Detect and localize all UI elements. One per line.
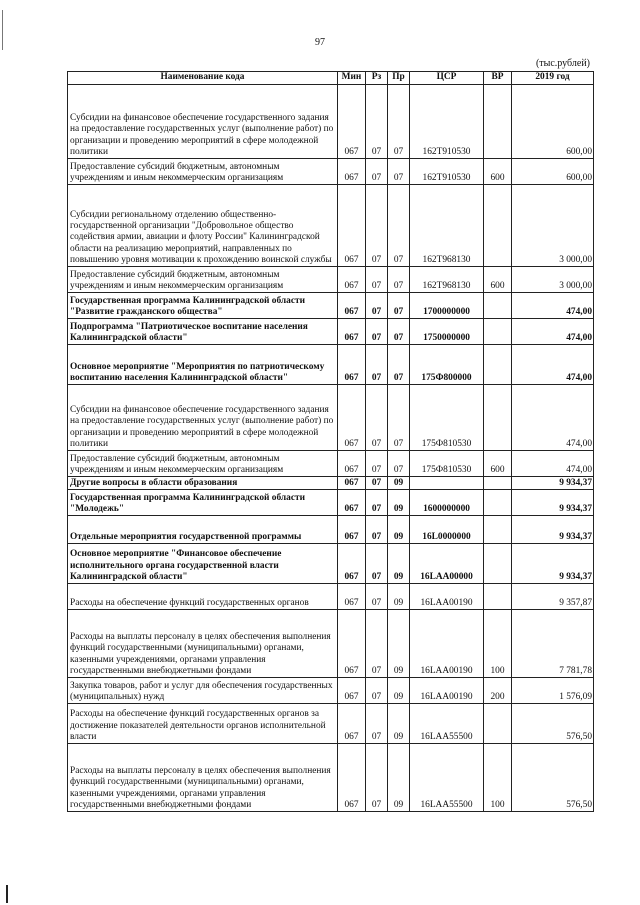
cell-amount: 3 000,00 bbox=[512, 267, 594, 293]
cell-name: Подпрограмма "Патриотическое воспитание населения Калининградской области" bbox=[68, 319, 338, 345]
cell-amount: 9 357,87 bbox=[512, 584, 594, 610]
cell-csr bbox=[410, 477, 484, 490]
cell-min: 067 bbox=[338, 319, 366, 345]
table-header-row bbox=[68, 72, 594, 85]
cell-vr: 100 bbox=[484, 744, 512, 812]
cell-amount: 576,50 bbox=[512, 704, 594, 744]
cell-csr: 175Ф810530 bbox=[410, 451, 484, 477]
cell-pr: 07 bbox=[388, 185, 410, 267]
cell-rz: 07 bbox=[366, 516, 388, 544]
cell-pr: 07 bbox=[388, 85, 410, 159]
cell-rz: 07 bbox=[366, 345, 388, 385]
cell-name: Расходы на обеспечение функций государственных органов за достижение показателей деятельности органов исполнительной власти bbox=[68, 704, 338, 744]
cell-pr: 09 bbox=[388, 544, 410, 584]
margin-mark-top bbox=[2, 10, 3, 50]
table-row bbox=[68, 744, 594, 812]
cell-rz: 07 bbox=[366, 678, 388, 704]
header-vr: ВР bbox=[484, 72, 512, 85]
cell-pr: 09 bbox=[388, 477, 410, 490]
table-row bbox=[68, 85, 594, 159]
cell-pr: 07 bbox=[388, 159, 410, 185]
table-row bbox=[68, 610, 594, 678]
cell-rz: 07 bbox=[366, 477, 388, 490]
cell-amount: 474,00 bbox=[512, 345, 594, 385]
cell-vr bbox=[484, 584, 512, 610]
cell-min: 067 bbox=[338, 293, 366, 319]
cell-rz: 07 bbox=[366, 319, 388, 345]
cell-csr: 16LAA00190 bbox=[410, 584, 484, 610]
cell-name: Государственная программа Калининградской области "Молодежь" bbox=[68, 490, 338, 516]
cell-name: Расходы на выплаты персоналу в целях обеспечения выполнения функций государственными (муниципальными) органами, казенными учреждениями, органами управления государственными внебюджетными фондами bbox=[68, 610, 338, 678]
cell-amount: 1 576,09 bbox=[512, 678, 594, 704]
cell-csr: 162Т910530 bbox=[410, 159, 484, 185]
cell-csr: 162Т968130 bbox=[410, 267, 484, 293]
table-row bbox=[68, 678, 594, 704]
table-row bbox=[68, 293, 594, 319]
cell-name: Другие вопросы в области образования bbox=[68, 477, 338, 490]
cell-name: Предоставление субсидий бюджетным, автономным учреждениям и иным некоммерческим организациям bbox=[68, 451, 338, 477]
cell-rz: 07 bbox=[366, 610, 388, 678]
cell-vr: 600 bbox=[484, 451, 512, 477]
table-row bbox=[68, 345, 594, 385]
cell-amount: 474,00 bbox=[512, 451, 594, 477]
cell-rz: 07 bbox=[366, 704, 388, 744]
cell-name: Расходы на обеспечение функций государственных органов bbox=[68, 584, 338, 610]
cell-pr: 07 bbox=[388, 345, 410, 385]
cell-name: Предоставление субсидий бюджетным, автономным учреждениям и иным некоммерческим организациям bbox=[68, 159, 338, 185]
cell-csr: 16L0000000 bbox=[410, 516, 484, 544]
budget-table bbox=[67, 71, 594, 812]
cell-pr: 09 bbox=[388, 744, 410, 812]
cell-min: 067 bbox=[338, 704, 366, 744]
cell-csr: 162Т968130 bbox=[410, 185, 484, 267]
cell-name: Основное мероприятие "Финансовое обеспечение исполнительного органа государственной власти Калининградской области" bbox=[68, 544, 338, 584]
cell-name: Субсидии на финансовое обеспечение государственного задания на предоставление государственных услуг (выполнение работ) по организации и проведению мероприятий в сфере молодежной политики bbox=[68, 85, 338, 159]
header-pr: Пр bbox=[388, 72, 410, 85]
header-csr: ЦСР bbox=[410, 72, 484, 85]
cell-vr bbox=[484, 185, 512, 267]
cell-min: 067 bbox=[338, 610, 366, 678]
cell-rz: 07 bbox=[366, 385, 388, 451]
cell-amount: 600,00 bbox=[512, 159, 594, 185]
table-row bbox=[68, 159, 594, 185]
cell-min: 067 bbox=[338, 544, 366, 584]
cell-min: 067 bbox=[338, 345, 366, 385]
cell-min: 067 bbox=[338, 516, 366, 544]
cell-vr bbox=[484, 319, 512, 345]
table-row bbox=[68, 490, 594, 516]
cell-rz: 07 bbox=[366, 267, 388, 293]
cell-name: Субсидии региональному отделению общественно-государственной организации "Добровольное общество содействия армии, авиации и флоту России" Калининградской области на реализацию мероприятий, направленных по повышению уровня мотивации к прохождению воинской службы bbox=[68, 185, 338, 267]
cell-min: 067 bbox=[338, 185, 366, 267]
cell-vr bbox=[484, 704, 512, 744]
cell-csr: 1750000000 bbox=[410, 319, 484, 345]
cell-pr: 09 bbox=[388, 678, 410, 704]
cell-pr: 09 bbox=[388, 490, 410, 516]
header-min: Мин bbox=[338, 72, 366, 85]
cell-vr bbox=[484, 385, 512, 451]
cell-csr: 175Ф810530 bbox=[410, 385, 484, 451]
margin-mark-bottom bbox=[6, 885, 8, 903]
cell-rz: 07 bbox=[366, 159, 388, 185]
cell-name: Субсидии на финансовое обеспечение государственного задания на предоставление государственных услуг (выполнение работ) по организации и проведению мероприятий в сфере молодежной политики bbox=[68, 385, 338, 451]
table-row bbox=[68, 319, 594, 345]
cell-vr bbox=[484, 293, 512, 319]
cell-pr: 09 bbox=[388, 704, 410, 744]
cell-vr bbox=[484, 490, 512, 516]
cell-vr: 100 bbox=[484, 610, 512, 678]
cell-csr: 1700000000 bbox=[410, 293, 484, 319]
cell-csr: 16LAA00190 bbox=[410, 610, 484, 678]
cell-name: Расходы на выплаты персоналу в целях обеспечения выполнения функций государственными (муниципальными) органами, казенными учреждениями, органами управления государственными внебюджетными фондами bbox=[68, 744, 338, 812]
cell-name: Предоставление субсидий бюджетным, автономным учреждениям и иным некоммерческим организациям bbox=[68, 267, 338, 293]
cell-vr: 200 bbox=[484, 678, 512, 704]
unit-label: (тыс.рублей) bbox=[535, 58, 590, 69]
cell-vr: 600 bbox=[484, 159, 512, 185]
cell-min: 067 bbox=[338, 385, 366, 451]
cell-name: Основное мероприятие "Мероприятия по патриотическому воспитанию населения Калининградской области" bbox=[68, 345, 338, 385]
cell-csr: 16LAA00190 bbox=[410, 678, 484, 704]
page-number: 97 bbox=[315, 37, 325, 48]
table-row bbox=[68, 704, 594, 744]
table-row bbox=[68, 516, 594, 544]
cell-amount: 3 000,00 bbox=[512, 185, 594, 267]
cell-pr: 09 bbox=[388, 584, 410, 610]
cell-amount: 9 934,37 bbox=[512, 490, 594, 516]
header-rz: Рз bbox=[366, 72, 388, 85]
cell-rz: 07 bbox=[366, 744, 388, 812]
cell-csr: 16LAA00000 bbox=[410, 544, 484, 584]
cell-vr bbox=[484, 85, 512, 159]
cell-pr: 09 bbox=[388, 516, 410, 544]
cell-min: 067 bbox=[338, 159, 366, 185]
table-row bbox=[68, 267, 594, 293]
cell-vr bbox=[484, 516, 512, 544]
cell-amount: 7 781,78 bbox=[512, 610, 594, 678]
cell-csr: 1600000000 bbox=[410, 490, 484, 516]
cell-vr bbox=[484, 544, 512, 584]
cell-rz: 07 bbox=[366, 85, 388, 159]
cell-pr: 07 bbox=[388, 319, 410, 345]
cell-pr: 07 bbox=[388, 293, 410, 319]
cell-amount: 576,50 bbox=[512, 744, 594, 812]
cell-vr: 600 bbox=[484, 267, 512, 293]
cell-min: 067 bbox=[338, 267, 366, 293]
cell-min: 067 bbox=[338, 678, 366, 704]
cell-pr: 07 bbox=[388, 267, 410, 293]
cell-pr: 07 bbox=[388, 451, 410, 477]
cell-csr: 175Ф800000 bbox=[410, 345, 484, 385]
cell-amount: 9 934,37 bbox=[512, 544, 594, 584]
cell-csr: 16LAA55500 bbox=[410, 744, 484, 812]
header-amount: 2019 год bbox=[512, 72, 594, 85]
cell-csr: 16LAA55500 bbox=[410, 704, 484, 744]
cell-name: Отдельные мероприятия государственной программы bbox=[68, 516, 338, 544]
cell-min: 067 bbox=[338, 584, 366, 610]
cell-min: 067 bbox=[338, 490, 366, 516]
cell-vr bbox=[484, 345, 512, 385]
header-name: Наименование кода bbox=[68, 72, 338, 85]
cell-pr: 09 bbox=[388, 610, 410, 678]
cell-amount: 474,00 bbox=[512, 293, 594, 319]
table-row bbox=[68, 584, 594, 610]
cell-vr bbox=[484, 477, 512, 490]
table-row bbox=[68, 385, 594, 451]
cell-min: 067 bbox=[338, 744, 366, 812]
cell-amount: 9 934,37 bbox=[512, 516, 594, 544]
cell-name: Закупка товаров, работ и услуг для обеспечения государственных (муниципальных) нужд bbox=[68, 678, 338, 704]
cell-rz: 07 bbox=[366, 293, 388, 319]
cell-name: Государственная программа Калининградской области "Развитие гражданского общества" bbox=[68, 293, 338, 319]
cell-csr: 162Т910530 bbox=[410, 85, 484, 159]
table-row bbox=[68, 451, 594, 477]
cell-min: 067 bbox=[338, 451, 366, 477]
cell-rz: 07 bbox=[366, 544, 388, 584]
cell-pr: 07 bbox=[388, 385, 410, 451]
cell-rz: 07 bbox=[366, 584, 388, 610]
cell-rz: 07 bbox=[366, 451, 388, 477]
cell-min: 067 bbox=[338, 85, 366, 159]
cell-min: 067 bbox=[338, 477, 366, 490]
table-row bbox=[68, 477, 594, 490]
cell-rz: 07 bbox=[366, 490, 388, 516]
cell-amount: 600,00 bbox=[512, 85, 594, 159]
cell-amount: 9 934,37 bbox=[512, 477, 594, 490]
cell-rz: 07 bbox=[366, 185, 388, 267]
cell-amount: 474,00 bbox=[512, 319, 594, 345]
table-row bbox=[68, 544, 594, 584]
table-row bbox=[68, 185, 594, 267]
cell-amount: 474,00 bbox=[512, 385, 594, 451]
